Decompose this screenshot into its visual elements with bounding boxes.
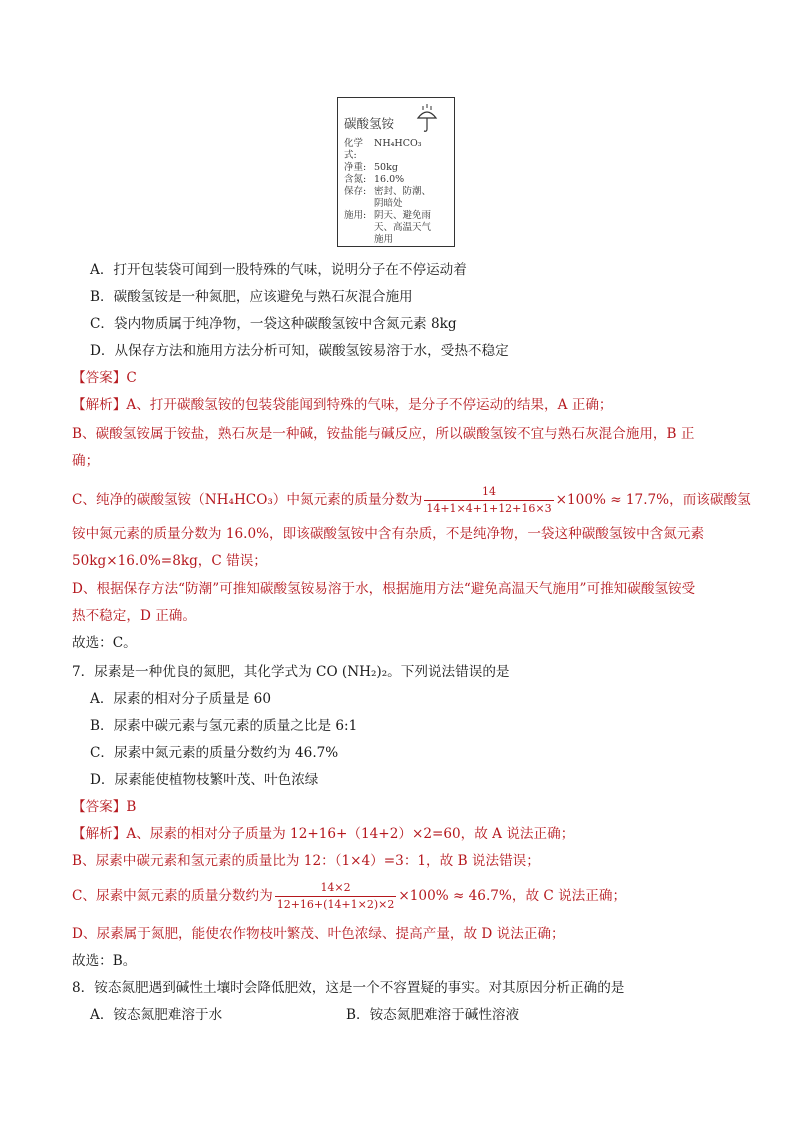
q6-analysis-b1: B、碳酸氢铵属于铵盐，熟石灰是一种碱，铵盐能与碱反应，所以碳酸氢铵不宜与熟石灰混合施用，B 正 bbox=[72, 426, 695, 442]
q7-stem: 7．尿素是一种优良的氮肥，其化学式为 CO (NH₂)₂。下列说法错误的是 bbox=[72, 664, 510, 680]
q7-analysis-a: 【解析】A、尿素的相对分子质量为 12+16+（14+2）×2=60，故 A 说法正确； bbox=[72, 826, 575, 842]
label-row: 化学式: NH₄HCO₃ bbox=[344, 138, 422, 161]
label-row: 含氮: 16.0% bbox=[344, 174, 405, 185]
label-title: 碳酸氢铵 bbox=[344, 116, 395, 131]
q7-option-b: B．尿素中碳元素与氢元素的质量之比是 6:1 bbox=[90, 718, 358, 734]
q7-analysis-b: B、尿素中碳元素和氢元素的质量比为 12：（1×4）=3：1，故 B 说法错误； bbox=[72, 853, 540, 869]
q8-option-a: A．铵态氮肥难溶于水 bbox=[90, 1007, 223, 1023]
q6-analysis-c2: 铵中氮元素的质量分数为 16.0%，即该碳酸氢铵中含有杂质，不是纯净物，一袋这种碳酸氢铵中含氮元素 bbox=[72, 526, 705, 542]
q7-option-a: A．尿素的相对分子质量是 60 bbox=[90, 691, 271, 707]
q7-choose: 故选：B。 bbox=[72, 953, 137, 969]
fraction: $\frac{14}{14+1\times 4+1+12+16\times 3}$ bbox=[426, 485, 552, 515]
q8-option-b: B．铵态氮肥难溶于碱性溶液 bbox=[346, 1007, 520, 1023]
label-row: 天、高温天气 bbox=[374, 222, 432, 233]
fraction: $\frac{14\times 2}{12+16+(14+1\times 2)\times 2}$ bbox=[276, 881, 395, 911]
label-row: 保存: 密封、防潮、 bbox=[344, 186, 432, 197]
q6-analysis-c1: C、纯净的碳酸氢铵（NH₄HCO₃）中氮元素的质量分数为 $\frac{14}{14+1\times 4+1+12+16\times 3}$ ×100% ≈ 17.7%，而该碳酸氢 bbox=[72, 485, 751, 515]
q7-answer: 【答案】B bbox=[72, 799, 137, 815]
q7-analysis-d: D、尿素属于氮肥，能使农作物枝叶繁茂、叶色浓绿、提高产量，故 D 说法正确； bbox=[72, 926, 565, 942]
label-row: 净重: 50kg bbox=[344, 162, 398, 173]
q6-analysis-d1: D、根据保存方法“防潮”可推知碳酸氢铵易溶于水，根据施用方法“避免高温天气施用”可推知碳酸氢铵受 bbox=[72, 581, 696, 597]
umbrella-icon bbox=[416, 104, 438, 134]
q6-choose: 故选：C。 bbox=[72, 635, 137, 651]
q6-analysis-a: 【解析】A、打开碳酸氢铵的包装袋能闻到特殊的气味，是分子不停运动的结果，A 正确； bbox=[72, 397, 613, 413]
label-row: 施用 bbox=[374, 234, 394, 245]
label-row: 施用: 阴天、避免雨 bbox=[344, 210, 432, 221]
q6-option-a: A．打开包装袋可闻到一股特殊的气味，说明分子在不停运动着 bbox=[90, 262, 467, 278]
fertilizer-label bbox=[337, 97, 455, 247]
q6-analysis-b2: 确； bbox=[72, 453, 100, 469]
q7-option-d: D．尿素能使植物枝繁叶茂、叶色浓绿 bbox=[90, 772, 319, 788]
q6-option-d: D．从保存方法和施用方法分析可知，碳酸氢铵易溶于水，受热不稳定 bbox=[90, 343, 509, 359]
q7-option-c: C．尿素中氮元素的质量分数约为 46.7% bbox=[90, 745, 339, 761]
q6-analysis-d2: 热不稳定，D 正确。 bbox=[72, 608, 196, 624]
q6-analysis-c3: 50kg×16.0%=8kg，C 错误； bbox=[72, 553, 267, 569]
q6-option-c: C．袋内物质属于纯净物，一袋这种碳酸氢铵中含氮元素 8kg bbox=[90, 316, 457, 332]
q8-stem: 8．铵态氮肥遇到碱性土壤时会降低肥效，这是一个不容置疑的事实。对其原因分析正确的是 bbox=[72, 980, 625, 996]
q6-option-b: B．碳酸氢铵是一种氮肥，应该避免与熟石灰混合施用 bbox=[90, 289, 413, 305]
q6-answer: 【答案】C bbox=[72, 370, 137, 386]
q7-analysis-c: C、尿素中氮元素的质量分数约为 $\frac{14\times 2}{12+16+(14+1\times 2)\times 2}$ ×100% ≈ 46.7%，故 C 说法正确； bbox=[72, 881, 627, 911]
label-row: 阴暗处 bbox=[374, 198, 403, 209]
